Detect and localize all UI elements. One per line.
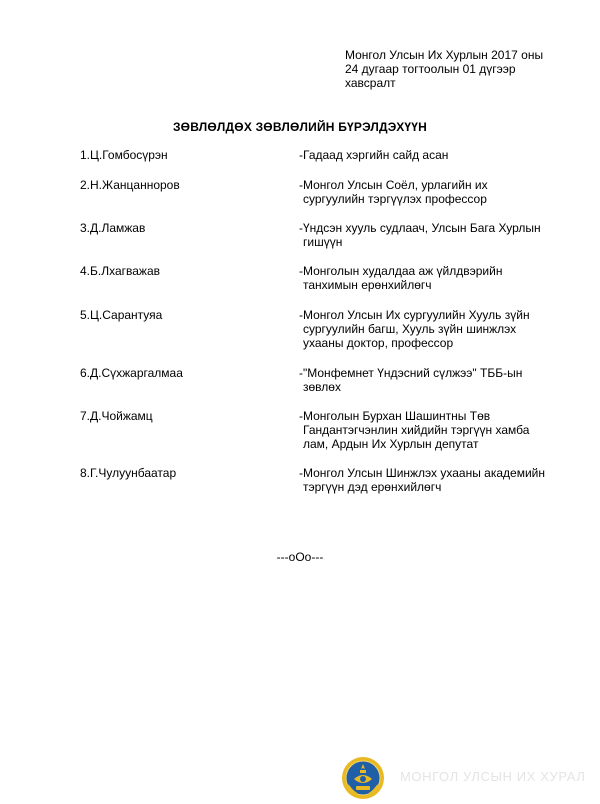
member-role (299, 221, 559, 249)
member-role-line: ухааны доктор, профессор (303, 336, 454, 350)
member-name: 6.Д.Сүхжаргалмаа (80, 366, 183, 380)
footer-watermark (340, 755, 600, 800)
member-role-line: лам, Ардын Их Хурлын депутат (303, 437, 479, 451)
member-role-line: зөвлөх (303, 380, 341, 394)
member-name: 5.Ц.Сарантуяа (80, 308, 163, 322)
document-title: ЗӨВЛӨЛДӨХ ЗӨВЛӨЛИЙН БҮРЭЛДЭХҮҮН (172, 120, 428, 134)
member-role-line: -Монгол Улсын Шинжлэх ухааны академийн (299, 466, 545, 480)
header-line-1: Монгол Улсын Их Хурлын 2017 оны (345, 48, 544, 62)
header-block (345, 48, 585, 90)
member-role (299, 148, 559, 162)
member-role-line: Гандантэгчэнлин хийдийн тэргүүн хамба (303, 423, 530, 437)
member-role-line: -Гадаад хэргийн сайд асан (299, 148, 449, 162)
member-role-line: -"Монфемнет Үндэсний сүлжээ" ТББ-ын (299, 366, 523, 380)
member-role-line: -Үндсэн хууль судлаач, Улсын Бага Хурлын (299, 221, 541, 235)
member-role-line: тэргүүн дэд ерөнхийлөгч (303, 480, 442, 494)
state-emblem-icon (340, 755, 386, 801)
member-role (299, 366, 559, 394)
header-line-3: хавсралт (345, 76, 396, 90)
member-name: 1.Ц.Гомбосүрэн (80, 148, 168, 162)
member-role-line: сургуулийн тэргүүлэх профессор (303, 192, 487, 206)
member-name: 8.Г.Чулуунбаатар (80, 466, 177, 480)
member-name: 4.Б.Лхагважав (80, 264, 160, 278)
footer-text: МОНГОЛ УЛСЫН ИХ ХУРАЛ (400, 769, 586, 784)
member-role-line: гишүүн (303, 235, 343, 249)
member-role (299, 178, 559, 206)
member-role (299, 409, 559, 451)
member-role (299, 308, 559, 350)
end-mark: ---oOo--- (276, 550, 324, 564)
header-line-2: 24 дугаар тогтоолын 01 дүгээр (345, 62, 516, 76)
member-name: 7.Д.Чойжамц (80, 409, 153, 423)
member-role-line: -Монголын худалдаа аж үйлдвэрийн (299, 264, 503, 278)
member-role (299, 264, 559, 292)
member-name: 2.Н.Жанцанноров (80, 178, 180, 192)
member-role-line: танхимын ерөнхийлөгч (303, 278, 432, 292)
member-role (299, 466, 559, 494)
member-role-line: сургуулийн багш, Хууль зүйн шинжлэх (303, 322, 517, 336)
member-role-line: -Монгол Улсын Соёл, урлагийн их (299, 178, 488, 192)
member-name: 3.Д.Ламжав (80, 221, 146, 235)
member-role-line: -Монголын Бурхан Шашинтны Төв (299, 409, 491, 423)
member-role-line: -Монгол Улсын Их сургуулийн Хууль зүйн (299, 308, 530, 322)
